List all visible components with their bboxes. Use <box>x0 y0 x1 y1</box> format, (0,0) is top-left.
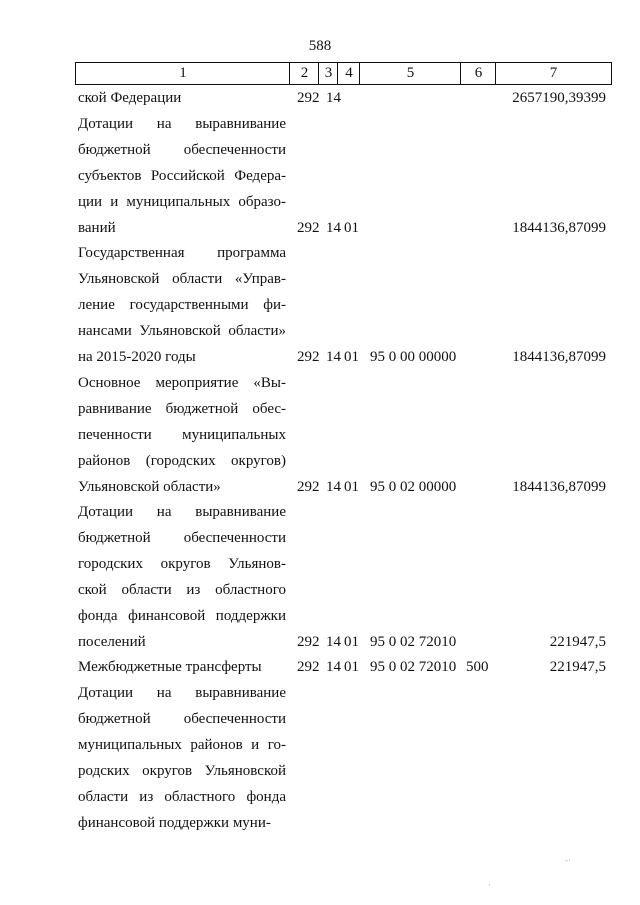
header-col-2: 2 <box>289 62 319 85</box>
description-line: Дотации на выравнивание <box>78 685 286 701</box>
description-line: Межбюджетные трансферты <box>78 659 262 675</box>
cell-col-5: 95 0 00 00000 <box>370 348 457 365</box>
cell-col-2: 292 <box>297 219 320 236</box>
description-line: субъектов Российской Федера- <box>78 167 286 184</box>
cell-col-7: 1844136,87099 <box>512 219 606 236</box>
cell-col-2: 292 <box>297 348 320 365</box>
page-number: 588 <box>308 38 332 54</box>
cell-col-3: 14 <box>326 659 341 675</box>
table-row <box>0 815 640 837</box>
table-row <box>0 479 640 501</box>
scan-speck: · <box>488 880 491 890</box>
description-line: Ульяновской области» <box>78 478 221 495</box>
cell-col-4: 01 <box>344 348 359 365</box>
description-line: Дотации на выравнивание <box>78 116 286 132</box>
description-line: финансовой поддержки муни- <box>78 814 271 831</box>
description-line: городских округов Ульянов- <box>78 555 286 572</box>
cell-col-7: 2657190,39399 <box>512 90 606 106</box>
description-line: нансами Ульяновской области» <box>78 322 286 339</box>
header-col-3: 3 <box>318 62 338 85</box>
description-line: области из областного фонда <box>78 788 286 805</box>
table-row <box>0 90 640 112</box>
description-line: бюджетной обеспеченности <box>78 529 286 546</box>
cell-col-2: 292 <box>297 90 320 106</box>
cell-col-4: 01 <box>344 659 359 675</box>
cell-col-3: 14 <box>326 348 341 365</box>
row-description <box>78 500 286 655</box>
table-row <box>0 349 640 371</box>
description-line: родских округов Ульяновской <box>78 762 286 779</box>
description-line: фонда финансовой поддержки <box>78 607 286 624</box>
description-line: ской Федерации <box>78 90 182 106</box>
table-row <box>0 659 640 681</box>
header-col-1: 1 <box>75 62 290 85</box>
cell-col-7: 221947,5 <box>549 659 606 675</box>
cell-col-3: 14 <box>326 219 341 236</box>
header-col-4: 4 <box>337 62 360 85</box>
description-line: печенности муниципальных <box>78 426 286 443</box>
cell-col-5: 95 0 02 72010 <box>370 659 457 675</box>
table-row <box>0 220 640 242</box>
row-description <box>78 681 286 836</box>
cell-col-7: 1844136,87099 <box>512 478 606 495</box>
header-col-5: 5 <box>359 62 461 85</box>
description-line: муниципальных районов и го- <box>78 736 286 753</box>
header-col-6: 6 <box>460 62 496 85</box>
description-line: ление государственными фи- <box>78 296 286 313</box>
cell-col-2: 292 <box>297 659 320 675</box>
description-line: равнивание бюджетной обес- <box>78 400 286 417</box>
cell-col-7: 1844136,87099 <box>512 348 606 365</box>
cell-col-3: 14 <box>326 90 341 106</box>
table-row <box>0 634 640 656</box>
description-line: бюджетной обеспеченности <box>78 710 286 727</box>
cell-col-7: 221947,5 <box>549 633 606 650</box>
description-line: Основное мероприятие «Вы- <box>78 375 286 391</box>
cell-col-3: 14 <box>326 633 341 650</box>
cell-col-4: 01 <box>344 633 359 650</box>
cell-col-3: 14 <box>326 478 341 495</box>
cell-col-4: 01 <box>344 478 359 495</box>
description-line: Государственная программа <box>78 245 286 261</box>
cell-col-6: 500 <box>466 659 489 675</box>
cell-col-5: 95 0 02 72010 <box>370 633 457 650</box>
description-line: ской области из областного <box>78 581 286 598</box>
cell-col-2: 292 <box>297 478 320 495</box>
header-col-7: 7 <box>495 62 612 85</box>
description-line: ваний <box>78 219 116 236</box>
description-line: на 2015-2020 годы <box>78 348 196 365</box>
scan-speck: -· <box>565 855 571 865</box>
description-line: Ульяновской области «Управ- <box>78 270 286 287</box>
cell-col-2: 292 <box>297 633 320 650</box>
description-line: поселений <box>78 633 146 650</box>
cell-col-4: 01 <box>344 219 359 236</box>
description-line: ции и муниципальных образо- <box>78 193 286 210</box>
table-header <box>75 62 612 85</box>
description-line: бюджетной обеспеченности <box>78 141 286 158</box>
description-line: районов (городских округов) <box>78 452 286 469</box>
description-line: Дотации на выравнивание <box>78 504 286 520</box>
cell-col-5: 95 0 02 00000 <box>370 478 457 495</box>
